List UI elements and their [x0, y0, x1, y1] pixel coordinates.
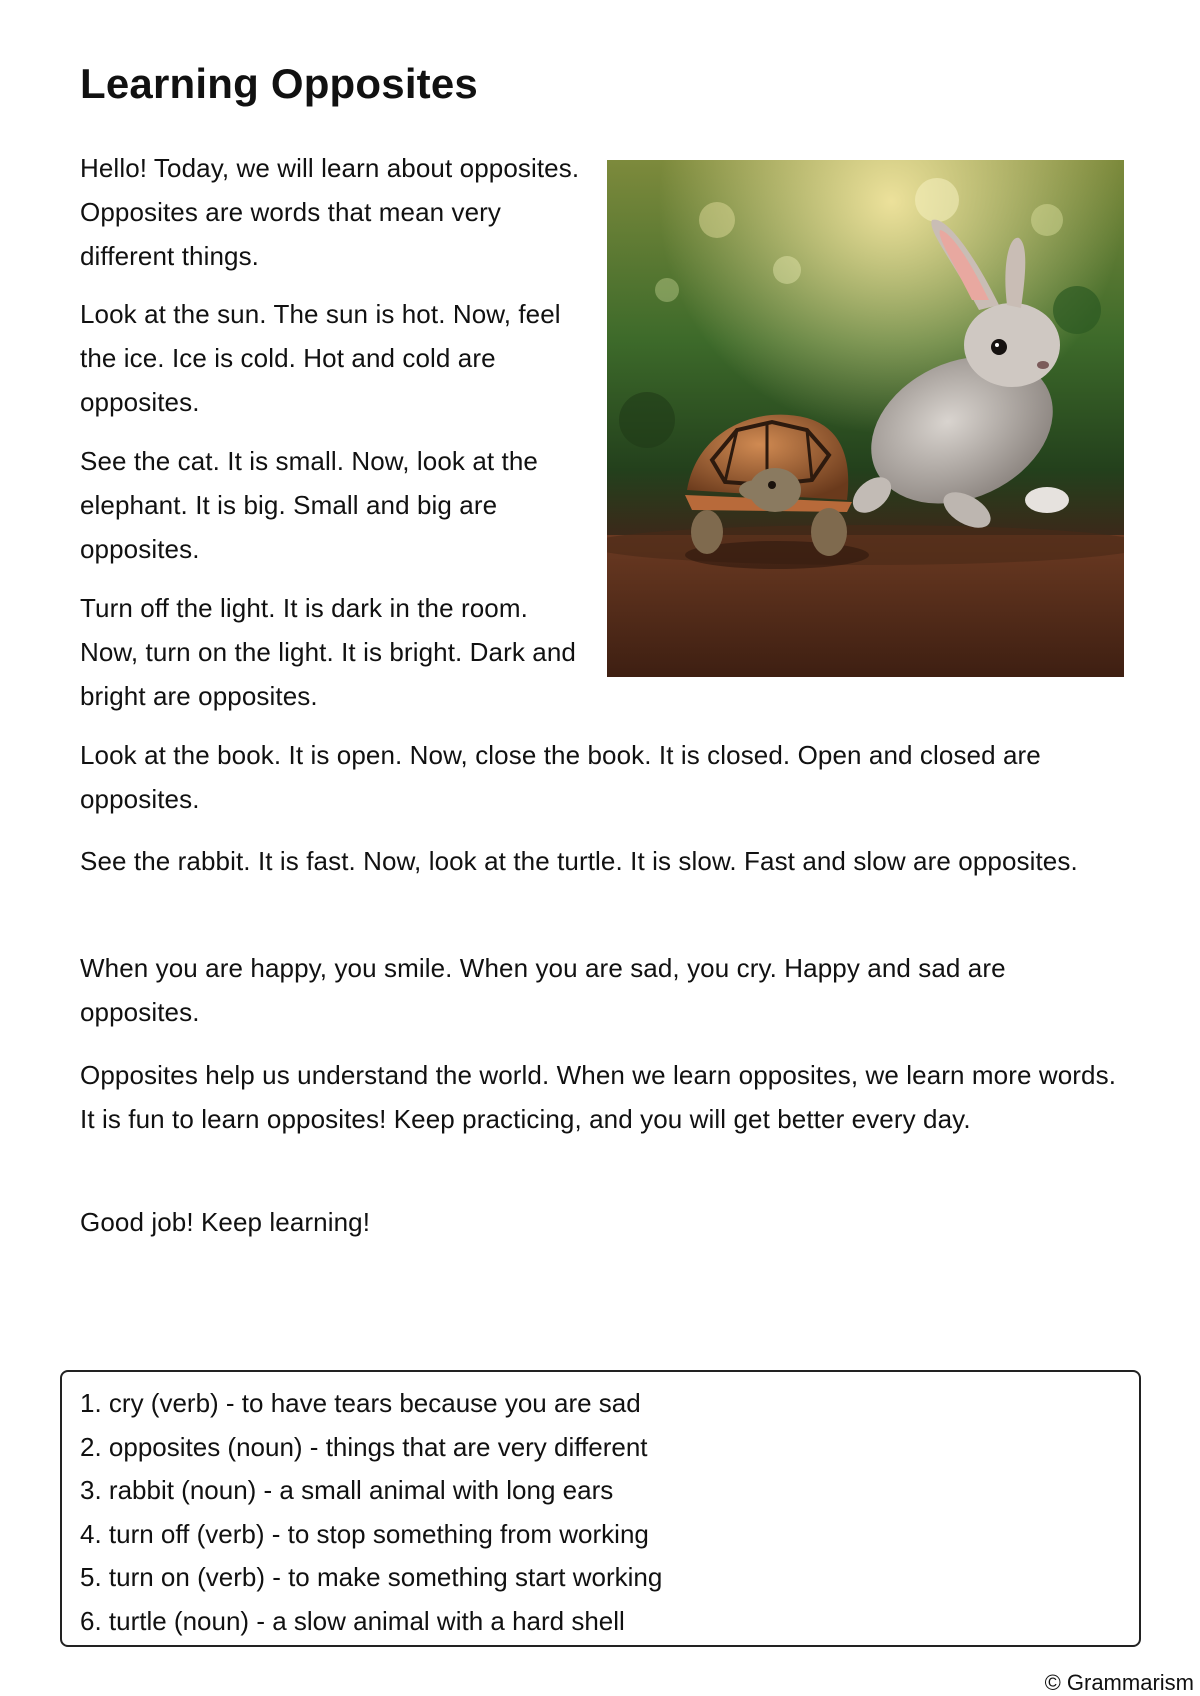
paragraph-small-big: See the cat. It is small. Now, look at the elephant. It is big. Small and big are opposites.	[80, 446, 538, 564]
vocabulary-box	[60, 1370, 1141, 1647]
paragraph-hot-cold: Look at the sun. The sun is hot. Now, feel the ice. Ice is cold. Hot and cold are opposites.	[80, 299, 561, 417]
copyright-footer: © Grammarism	[1044, 1670, 1194, 1695]
rabbit-turtle-illustration	[607, 160, 1124, 677]
paragraph-happy-sad: When you are happy, you smile. When you are sad, you cry. Happy and sad are opposites.	[80, 953, 1006, 1027]
vocabulary-item-turtle: 6. turtle (noun) - a slow animal with a hard shell	[80, 1605, 625, 1636]
vocabulary-item-turn-off: 4. turn off (verb) - to stop something from working	[80, 1518, 649, 1549]
vocabulary-item-rabbit: 3. rabbit (noun) - a small animal with long ears	[80, 1475, 614, 1505]
vocabulary-item-turn-on: 5. turn on (verb) - to make something start working	[80, 1562, 663, 1592]
paragraph-conclusion: Opposites help us understand the world. When we learn opposites, we learn more words. It is fun to learn opposites! Keep practicing, and you will get better every day.	[80, 1060, 1117, 1134]
page-title: Learning Opposites	[80, 60, 478, 107]
vocabulary-item-opposites: 2. opposites (noun) - things that are very different	[80, 1431, 648, 1462]
paragraph-closing: Good job! Keep learning!	[80, 1207, 371, 1237]
paragraph-open-closed: Look at the book. It is open. Now, close the book. It is closed. Open and closed are opposites.	[80, 740, 1041, 814]
paragraph-fast-slow: See the rabbit. It is fast. Now, look at the turtle. It is slow. Fast and slow are opposites.	[80, 846, 1078, 876]
vocabulary-list	[80, 1382, 662, 1643]
vocabulary-item-cry: 1. cry (verb) - to have tears because you are sad	[80, 1388, 641, 1418]
paragraph-dark-bright: Turn off the light. It is dark in the room. Now, turn on the light. It is bright. Dark and bright are opposites.	[80, 593, 576, 711]
paragraph-intro: Hello! Today, we will learn about opposites. Opposites are words that mean very different things.	[80, 153, 580, 271]
